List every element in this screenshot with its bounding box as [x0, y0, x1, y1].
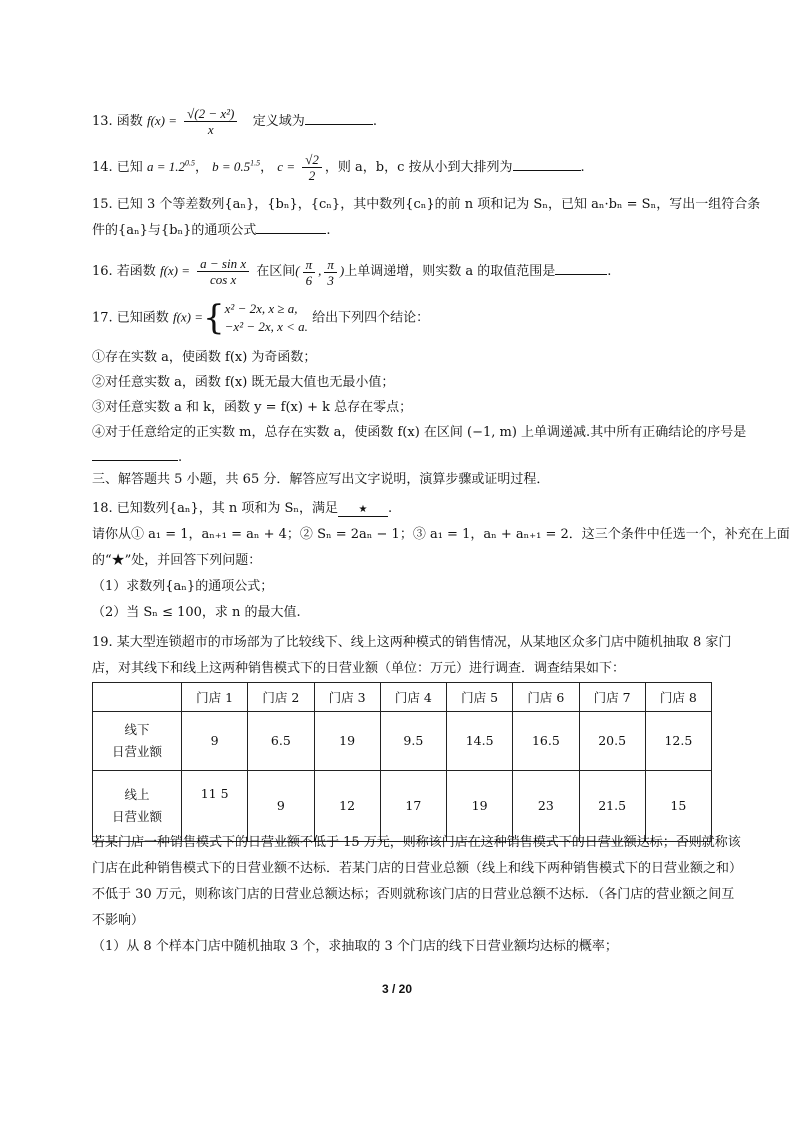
- q19-after4: 不影响）: [92, 913, 145, 928]
- q15-line1: 15. 已知 3 个等差数列{aₙ}，{bₙ}，{cₙ}，其中数列{cₙ}的前 n 项和记为 Sₙ，已知 aₙ·bₙ = Sₙ，写出一组符合条: [92, 197, 761, 212]
- table-cell: 16.5: [513, 712, 579, 771]
- table-header-cell: 门店 2: [248, 683, 314, 712]
- q19-line2: 店，对其线下和线上这两种销售模式下的日营业额（单位：万元）进行调查．调查结果如下：: [92, 661, 626, 676]
- q16-fraction: $\frac{\text{a − sin x}}{\text{cos x}}$: [197, 256, 249, 287]
- q17-conclusion-1: ①存在实数 a，使函数 f(x) 为奇函数；: [92, 350, 317, 365]
- q16-mid: 在区间: [256, 264, 296, 279]
- q15: [92, 194, 761, 242]
- row-label-line2: 日营业额: [111, 744, 162, 759]
- q13-function: f(x) =: [146, 113, 178, 128]
- table-cell: 12: [314, 771, 380, 842]
- q18: [92, 496, 790, 626]
- q17-answer-line: .: [92, 445, 712, 470]
- q13-end: .: [372, 114, 377, 129]
- q17-conclusion-4: ④对于任意给定的正实数 m，总存在实数 a，使函数 f(x) 在区间 (−1, m) 上单调递减.其中所有正确结论的序号是: [92, 425, 747, 440]
- table-header-cell: 门店 1: [182, 683, 248, 712]
- q14: 14. 已知 $a = 1.2^{0.5}$， $b = 0.5^{1.5}$， c = $\frac{√2}{2}$ ，则 a，b，c 按从小到大排列为 .: [92, 152, 585, 183]
- q17: [92, 300, 429, 336]
- q13-answer-blank: [305, 111, 373, 125]
- row-label-line2: 日营业额: [111, 809, 162, 824]
- table-cell: 21.5: [579, 771, 645, 842]
- q17-number: 17. 已知函数: [92, 310, 169, 326]
- q19-after3: 不低于 30 万元，则称该门店的日营业总额达标；否则就称该门店的日营业总额不达标．（各门店的营业额之间互: [92, 887, 735, 902]
- table-row: [93, 712, 712, 771]
- table-cell: 23: [513, 771, 579, 842]
- q17-tail: 给出下列四个结论：: [312, 310, 430, 326]
- table-cell: 11 5: [182, 771, 248, 842]
- table-cell: 9.5: [380, 712, 446, 771]
- q14-b: $b = 0.5^{1.5}$: [212, 158, 261, 174]
- q17-case2: −x² − 2x, x < a.: [224, 319, 308, 334]
- q16: 16. 若函数 f(x) = $\frac{\text{a − sin x}}{\text{cos x}}$ 在区间( $\frac{\pi}{6}$ , $\frac{\pi}{3}$ )上单调递增，则实数 a 的取值范围是 .: [92, 256, 612, 288]
- q19-after2: 门店在此种销售模式下的日营业额不达标．若某门店的日营业总额（线上和线下两种销售模式下的日营业额之和）: [92, 861, 743, 876]
- q17-answer-blank: [92, 447, 178, 461]
- q14-a: $a = 1.2^{0.5}$: [146, 158, 195, 174]
- q17-cases: [225, 300, 308, 336]
- table-cell: 15: [645, 771, 711, 842]
- table-cell: 19: [314, 712, 380, 771]
- table-cell: 14.5: [447, 712, 513, 771]
- q17-case1: x² − 2x, x ≥ a,: [224, 301, 298, 316]
- q19-line1: 19. 某大型连锁超市的市场部为了比较线下、线上这两种模式的销售情况，从某地区众多门店中随机抽取 8 家门: [92, 635, 732, 650]
- page-number: 3 / 20: [381, 982, 413, 996]
- q19-intro: [92, 630, 732, 682]
- section-3-heading: 三、解答题共 5 小题，共 65 分．解答应写出文字说明，演算步骤或证明过程．: [92, 472, 550, 487]
- table-cell: 12.5: [645, 712, 711, 771]
- q14-tail: ，则 a，b，c 按从小到大排列为: [324, 160, 513, 175]
- row-label-line1: 线上: [124, 787, 150, 802]
- q15-answer-blank: [256, 220, 326, 234]
- q14-c-fraction: $\frac{√2}{2}$: [302, 152, 322, 183]
- table-header-cell: 门店 4: [380, 683, 446, 712]
- table-cell: 20.5: [579, 712, 645, 771]
- q15-line2-text: 件的{aₙ}与{bₙ}的通项公式: [92, 223, 257, 238]
- q13: [92, 106, 377, 137]
- q16-interval: ( $\frac{\pi}{6}$ , $\frac{\pi}{3}$ ): [295, 256, 345, 288]
- q19-sales-table: [92, 682, 712, 842]
- q15-line2: 件的{aₙ}与{bₙ}的通项公式 .: [92, 220, 712, 242]
- q16-tail: 上单调递增，则实数 a 的取值范围是: [344, 264, 556, 279]
- q14-number: 14. 已知: [92, 160, 143, 175]
- table-header-row: [93, 683, 712, 712]
- q18-line2: 请你从① a₁ = 1，aₙ₊₁ = aₙ + 4；② Sₙ = 2aₙ − 1；③ a₁ = 1，aₙ + aₙ₊₁ = 2．这三个条件中任选一个，补充在上面: [92, 527, 790, 542]
- q18-star-blank: [338, 503, 388, 517]
- q19-part1: （1）从 8 个样本门店中随机抽取 3 个，求抽取的 3 个门店的线下日营业额均达标的概率；: [92, 939, 618, 954]
- q17-function: f(x) =: [172, 309, 204, 325]
- q19-conditions: [92, 830, 743, 960]
- q14-end: .: [580, 160, 585, 175]
- q19-after1: 若某门店一种销售模式下的日营业额不低于 15 万元，则称该门店在这种销售模式下的日营业额达标；否则就称该: [92, 835, 741, 850]
- q14-c: c =: [277, 159, 296, 174]
- q18-part1: （1）求数列{aₙ}的通项公式；: [92, 579, 274, 594]
- table-cell: 17: [380, 771, 446, 842]
- q13-fraction: $\frac{\text{√(2 − x²)}}{x}$: [184, 106, 237, 137]
- table-header-cell: 门店 3: [314, 683, 380, 712]
- table-header-cell: 门店 6: [513, 683, 579, 712]
- q17-brace: {: [203, 298, 225, 338]
- table-header-cell: 门店 8: [645, 683, 711, 712]
- table-header-cell: 门店 7: [579, 683, 645, 712]
- q18-line3: 的“★”处，并回答下列问题：: [92, 553, 262, 568]
- q17-conclusion-2: ②对任意实数 a，函数 f(x) 既无最大值也无最小值；: [92, 375, 395, 390]
- row-label-line1: 线下: [124, 722, 150, 737]
- table-cell: 9: [248, 771, 314, 842]
- q16-answer-blank: [555, 261, 607, 275]
- table-header-cell: 门店 5: [447, 683, 513, 712]
- q14-answer-blank: [513, 157, 581, 171]
- q17-conclusion-3: ③对任意实数 a 和 k，函数 y = f(x) + k 总存在零点；: [92, 400, 413, 415]
- q13-number: 13. 函数: [92, 114, 143, 129]
- q18-line1-text: 18. 已知数列{aₙ}，其 n 项和为 Sₙ，满足: [92, 501, 339, 516]
- table-cell: 6.5: [248, 712, 314, 771]
- row-label-offline: [93, 712, 182, 771]
- q16-number: 16. 若函数: [92, 264, 156, 279]
- table-corner-cell: [93, 683, 182, 712]
- q13-domain-label: 定义域为: [252, 114, 305, 129]
- table-cell: 9: [182, 712, 248, 771]
- q18-part2: （2）当 Sₙ ≤ 100，求 n 的最大值.: [92, 605, 301, 620]
- q17-conclusions: [92, 345, 747, 470]
- q18-line1: 18. 已知数列{aₙ}，其 n 项和为 Sₙ，满足 ★ .: [92, 501, 393, 516]
- q18-star: ★: [358, 504, 368, 515]
- table-cell: 19: [447, 771, 513, 842]
- q16-function: f(x) =: [159, 263, 191, 278]
